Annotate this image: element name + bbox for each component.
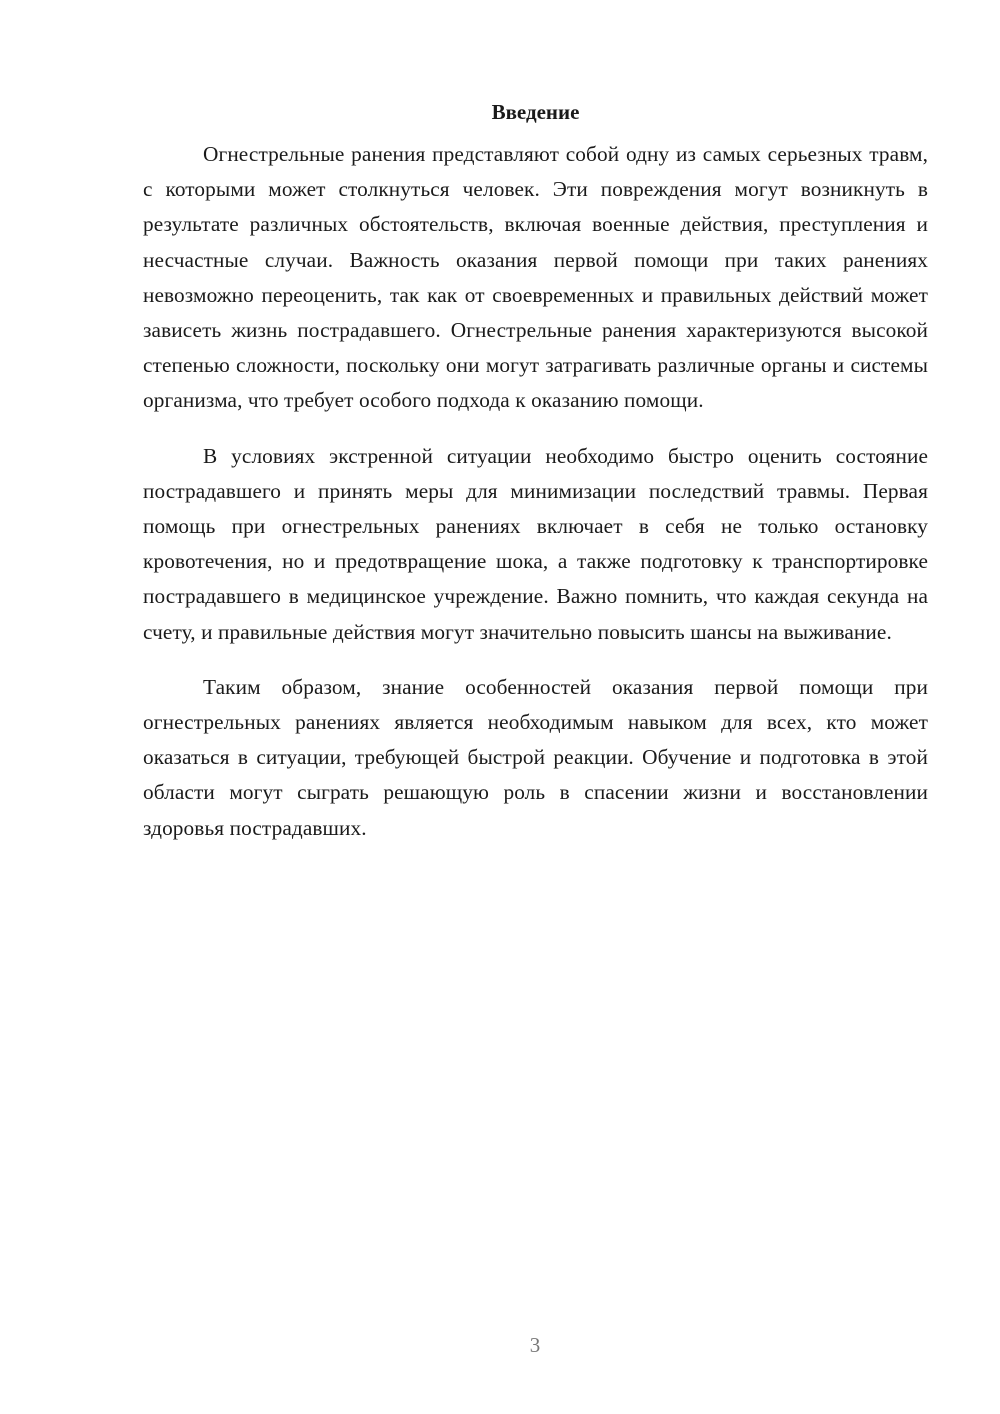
paragraph-3: Таким образом, знание особенностей оказания первой помощи при огнестрельных ранениях является необходимым навыком для всех, кто может оказаться в ситуации, требующей быстрой реакции. Обучение и подготовка в этой области могут сыграть решающую роль в спасении жизни и восстановлении здоровья пострадавших. [143, 674, 928, 840]
page-number: 3 [529, 1333, 541, 1357]
paragraph-1: Огнестрельные ранения представляют собой одну из самых серьезных травм, с которыми может столкнуться человек. Эти повреждения могут возникнуть в результате различных обстоятельств, включая военные действия, преступления и несчастные случаи. Важность оказания первой помощи при таких ранениях невозможно переоценить, так как от своевременных и правильных действий может зависеть жизнь пострадавшего. Огнестрельные ранения характеризуются высокой степенью сложности, поскольку они могут затрагивать различные органы и системы организма, что требует особого подхода к оказанию помощи. [143, 142, 928, 413]
page-content [143, 95, 928, 866]
section-heading: Введение [491, 100, 580, 124]
paragraph-2: В условиях экстренной ситуации необходимо быстро оценить состояние пострадавшего и принять меры для минимизации последствий травмы. Первая помощь при огнестрельных ранениях включает в себя не только остановку кровотечения, но и предотвращение шока, а также подготовку к транспортировке пострадавшего в медицинское учреждение. Важно помнить, что каждая секунда на счету, и правильные действия могут значительно повысить шансы на выживание. [143, 443, 928, 644]
